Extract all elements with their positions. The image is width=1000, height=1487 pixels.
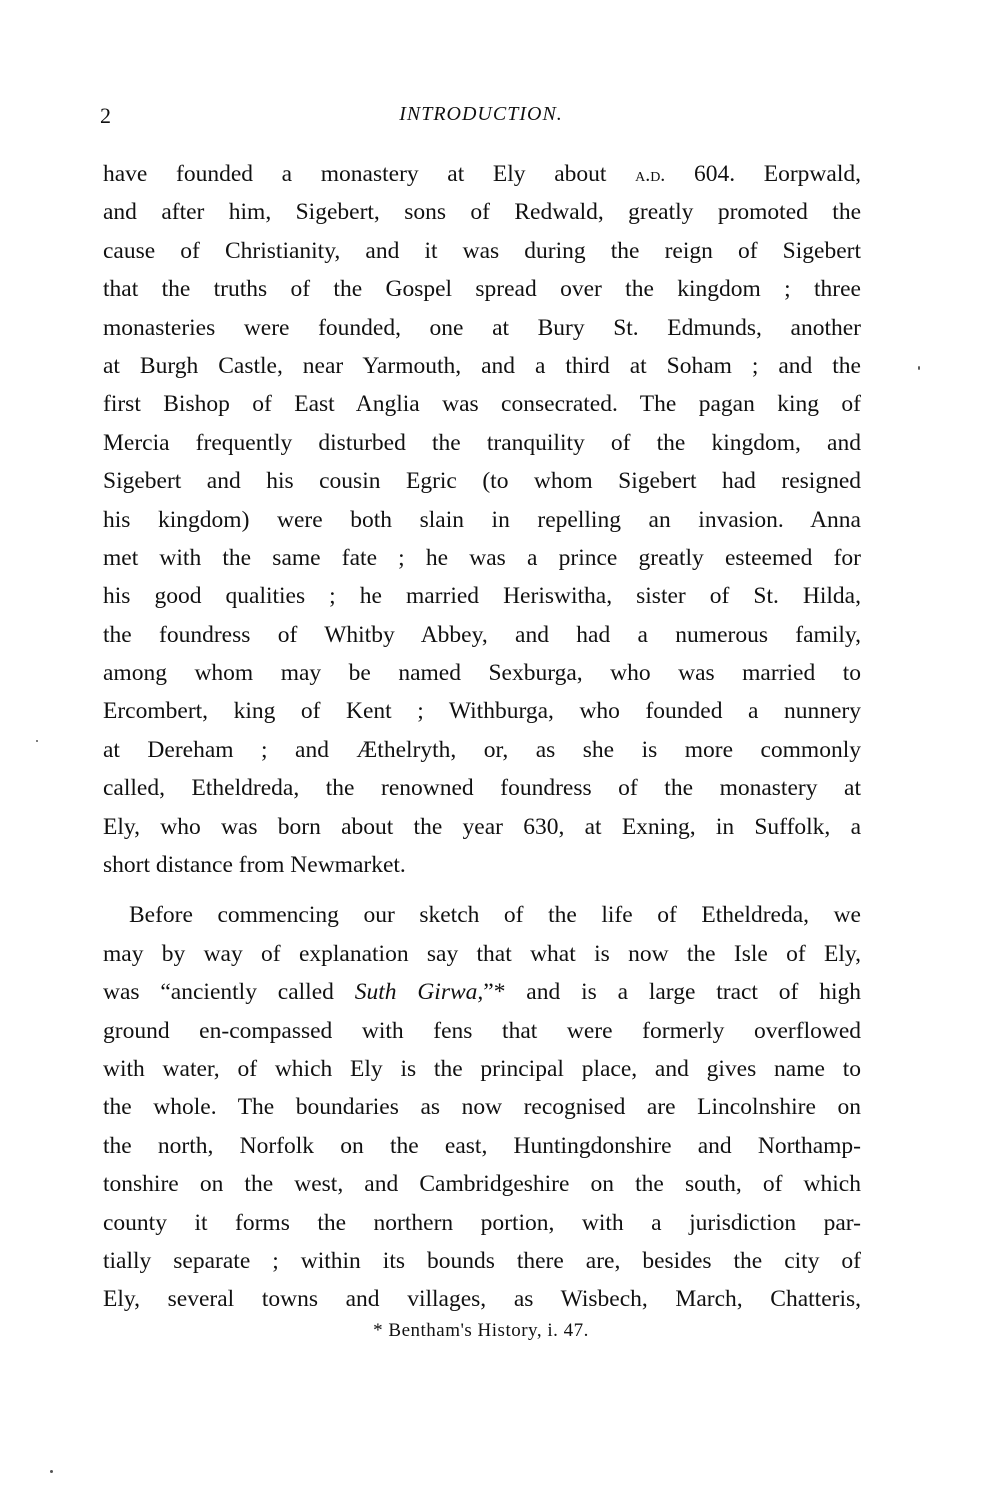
- text-line: the foundress of Whitby Abbey, and had a numerous family,: [103, 621, 861, 648]
- text-line: may by way of explanation say that what is now the Isle of Ely,: [103, 940, 861, 967]
- text-line: met with the same fate ; he was a prince greatly esteemed for: [103, 544, 861, 571]
- text-line: county it forms the northern portion, with a jurisdiction par-: [103, 1209, 861, 1236]
- paragraph-gap: [103, 884, 861, 896]
- footnote: * Bentham's History, i. 47.: [373, 1320, 589, 1341]
- text-line: at Burgh Castle, near Yarmouth, and a third at Soham ; and the: [103, 352, 861, 379]
- paragraph-1: [103, 155, 861, 884]
- running-head: INTRODUCTION.: [399, 103, 563, 125]
- text-line: Before commencing our sketch of the life of Etheldreda, we: [129, 902, 861, 929]
- text-line: Ely, who was born about the year 630, at Exning, in Suffolk, a: [103, 813, 861, 840]
- text-line: monasteries were founded, one at Bury St. Edmunds, another: [103, 314, 861, 341]
- text-line: among whom may be named Sexburga, who was married to: [103, 660, 861, 687]
- paragraph-2: [103, 896, 861, 1318]
- text-line: Ercombert, king of Kent ; Withburga, who founded a nunnery: [103, 698, 861, 725]
- text-line: tially separate ; within its bounds there are, besides the city of: [103, 1247, 861, 1274]
- text-line: the whole. The boundaries as now recognised are Lincolnshire on: [103, 1094, 861, 1121]
- text-line: with water, of which Ely is the principal place, and gives name to: [103, 1055, 861, 1082]
- scan-speck: [918, 366, 920, 370]
- era-abbreviation: a.d.: [635, 164, 666, 186]
- text-line: ground en-compassed with fens that were formerly overflowed: [103, 1017, 861, 1044]
- text-line: Ely, several towns and villages, as Wisbech, March, Chatteris,: [103, 1286, 861, 1313]
- text-line: at Dereham ; and Æthelryth, or, as she is more commonly: [103, 736, 861, 763]
- italic-place-name: Suth Girwa,: [354, 979, 484, 1006]
- text-line: cause of Christianity, and it was during the reign of Sigebert: [103, 237, 861, 264]
- text-line: his good qualities ; he married Heriswitha, sister of St. Hilda,: [103, 583, 861, 610]
- page-header: [100, 103, 862, 133]
- body-text: [103, 155, 861, 1319]
- text-line: short distance from Newmarket.: [103, 852, 406, 879]
- text-line: that the truths of the Gospel spread over the kingdom ; three: [103, 276, 861, 303]
- text-line: first Bishop of East Anglia was consecrated. The pagan king of: [103, 391, 861, 418]
- text-line: tonshire on the west, and Cambridgeshire on the south, of which: [103, 1171, 861, 1198]
- text-line: Mercia frequently disturbed the tranquility of the kingdom, and: [103, 429, 861, 456]
- text-line: his kingdom) were both slain in repelling an invasion. Anna: [103, 506, 861, 533]
- text-line: the north, Norfolk on the east, Huntingdonshire and Northamp-: [103, 1132, 861, 1159]
- scan-speck: [50, 1470, 53, 1473]
- text-line: have founded a monastery at Ely about a.d. 604. Eorpwald,: [103, 161, 861, 187]
- text-line: Sigebert and his cousin Egric (to whom Sigebert had resigned: [103, 468, 861, 495]
- scan-speck: [36, 740, 38, 742]
- page-number: 2: [100, 103, 111, 128]
- text-line: was “anciently called Suth Girwa,”* and is a large tract of high: [103, 979, 861, 1006]
- text-line: called, Etheldreda, the renowned foundress of the monastery at: [103, 775, 861, 802]
- text-line: and after him, Sigebert, sons of Redwald, greatly promoted the: [103, 199, 861, 226]
